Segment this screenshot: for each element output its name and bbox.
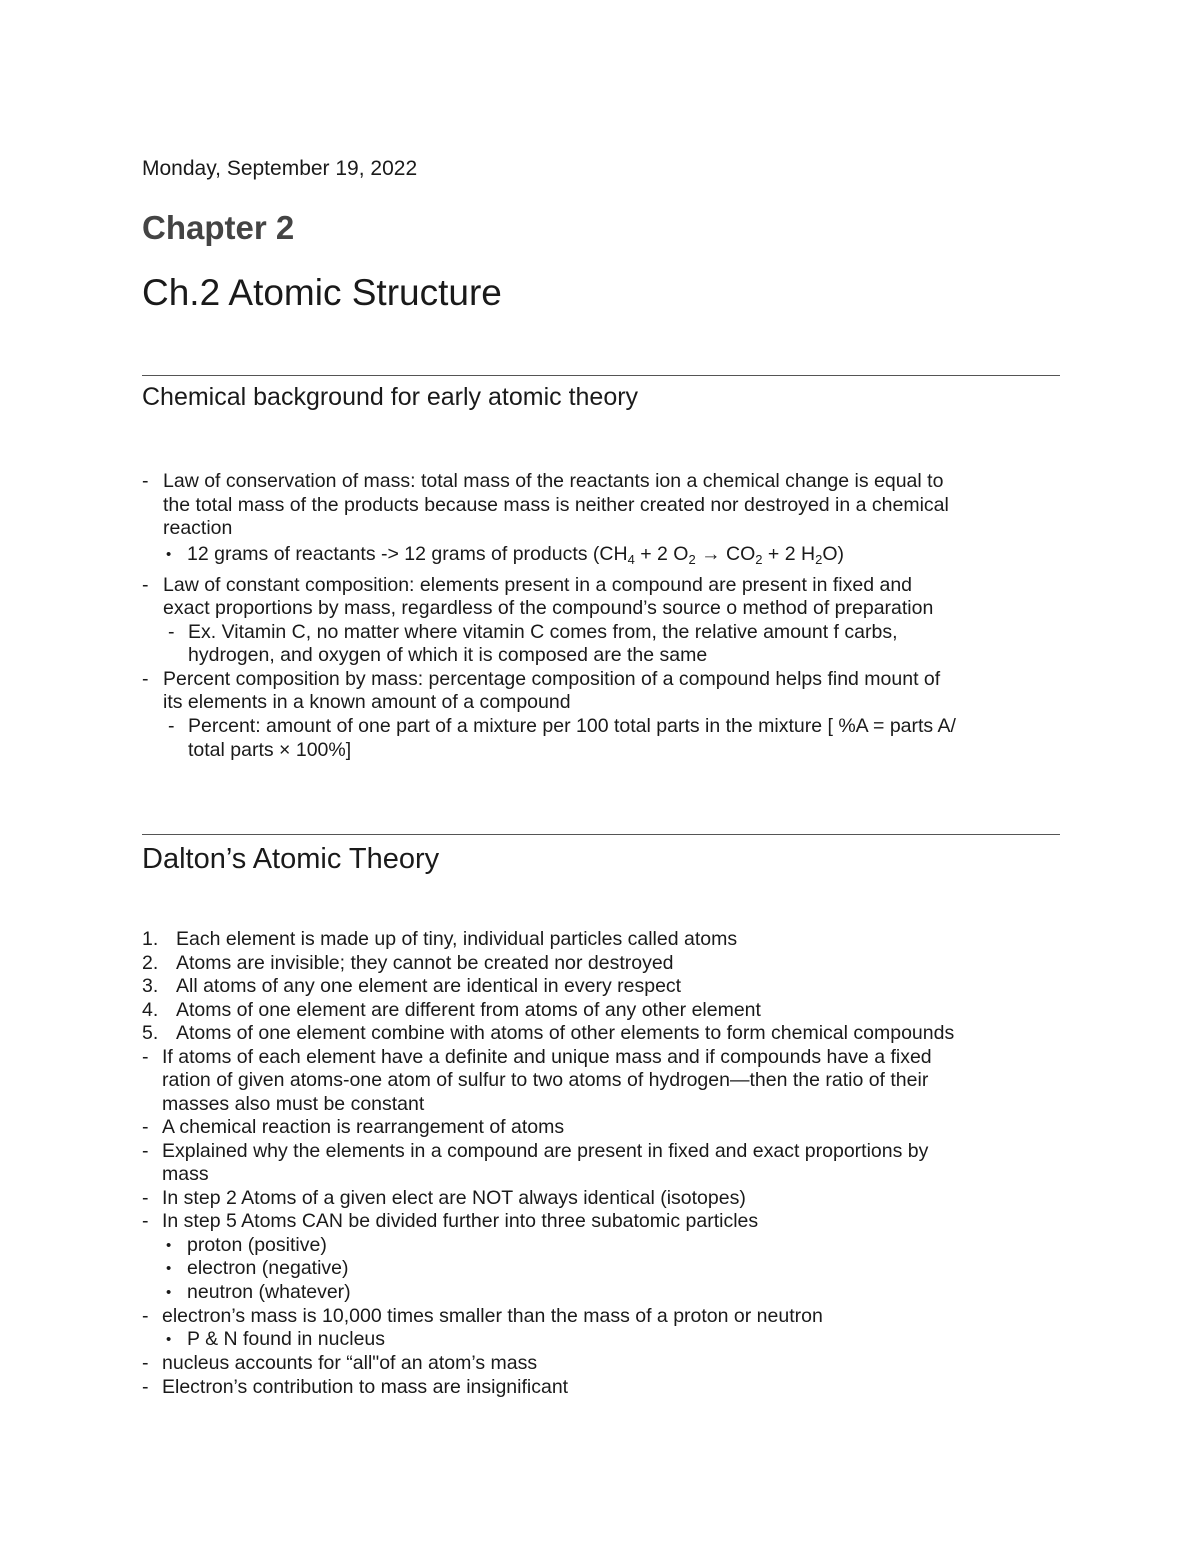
particle-neutron: neutron (whatever) xyxy=(187,1281,351,1303)
section-heading-dalton: Dalton’s Atomic Theory xyxy=(142,843,440,875)
step-5-subatomic: In step 5 Atoms CAN be divided further into three subatomic particles xyxy=(162,1210,759,1232)
fixed-ratio-line-3: masses also must be constant xyxy=(162,1093,425,1115)
list-number: 1. xyxy=(142,928,159,950)
dalton-point-5: Atoms of one element combine with atoms of other elements to form chemical compounds xyxy=(176,1022,955,1044)
dash-marker: - xyxy=(142,1305,149,1327)
bullet-marker: • xyxy=(166,546,172,563)
percent-definition-line-1: Percent: amount of one part of a mixture per 100 total parts in the mixture [ %A = parts A/ xyxy=(188,715,956,737)
fixed-ratio-line-1: If atoms of each element have a definite and unique mass and if compounds have a fixed xyxy=(162,1046,932,1068)
equation-text: O) xyxy=(822,543,844,565)
dash-marker: - xyxy=(142,1046,149,1068)
chapter-heading: Chapter 2 xyxy=(142,209,295,246)
vitamin-c-example-line-1: Ex. Vitamin C, no matter where vitamin C comes from, the relative amount f carbs, xyxy=(188,621,898,643)
equation-prefix: 12 grams of reactants -> 12 grams of products (CH xyxy=(187,543,628,565)
particle-electron: electron (negative) xyxy=(187,1257,349,1279)
step-2-isotopes: In step 2 Atoms of a given elect are NOT always identical (isotopes) xyxy=(162,1187,746,1209)
dash-marker: - xyxy=(142,668,149,690)
particle-proton: proton (positive) xyxy=(187,1234,327,1256)
equation-text: + 2 O xyxy=(634,543,689,565)
constant-composition-line-2: exact proportions by mass, regardless of the compound’s source o method of preparation xyxy=(163,597,934,619)
dash-marker: - xyxy=(168,621,175,643)
bullet-marker: • xyxy=(166,1331,172,1348)
dash-marker: - xyxy=(142,1116,149,1138)
dalton-point-2: Atoms are invisible; they cannot be created nor destroyed xyxy=(176,952,674,974)
dalton-point-3: All atoms of any one element are identical in every respect xyxy=(176,975,682,997)
equation-subscript: 4 xyxy=(627,552,635,567)
constant-composition-line-1: Law of constant composition: elements present in a compound are present in fixed and xyxy=(163,574,913,596)
equation-subscript: 2 xyxy=(815,552,823,567)
explained-line-2: mass xyxy=(162,1163,209,1185)
conservation-law-line-1: Law of conservation of mass: total mass of the reactants ion a chemical change is equal to xyxy=(163,470,944,492)
mass-equation xyxy=(187,543,844,567)
nucleus-mass-note: nucleus accounts for “all"of an atom’s mass xyxy=(162,1352,538,1374)
dash-marker: - xyxy=(142,470,149,492)
dalton-point-1: Each element is made up of tiny, individual particles called atoms xyxy=(176,928,738,950)
bullet-marker: • xyxy=(166,1284,172,1301)
explained-line-1: Explained why the elements in a compound are present in fixed and exact proportions by xyxy=(162,1140,929,1162)
section-divider xyxy=(142,834,1060,835)
dash-marker: - xyxy=(168,715,175,737)
page-title: Ch.2 Atomic Structure xyxy=(142,272,502,313)
list-number: 2. xyxy=(142,952,159,974)
percent-composition-line-2: its elements in a known amount of a compound xyxy=(163,691,571,713)
date: Monday, September 19, 2022 xyxy=(142,157,418,180)
vitamin-c-example-line-2: hydrogen, and oxygen of which it is composed are the same xyxy=(188,644,708,666)
conservation-law-line-2: the total mass of the products because mass is neither created nor destroyed in a chemical xyxy=(163,494,949,516)
pn-nucleus-note: P & N found in nucleus xyxy=(187,1328,386,1350)
fixed-ratio-line-2: ration of given atoms-one atom of sulfur to two atoms of hydrogen—then the ratio of their xyxy=(162,1069,929,1091)
dash-marker: - xyxy=(142,1376,149,1398)
percent-definition-line-2: total parts × 100%] xyxy=(188,739,352,761)
equation-text: → CO xyxy=(695,543,756,565)
dalton-point-4: Atoms of one element are different from atoms of any other element xyxy=(176,999,761,1021)
section-divider xyxy=(142,375,1060,376)
electron-contribution-note: Electron’s contribution to mass are insignificant xyxy=(162,1376,569,1398)
chemical-reaction-note: A chemical reaction is rearrangement of atoms xyxy=(162,1116,565,1138)
bullet-marker: • xyxy=(166,1237,172,1254)
section-heading-early-atomic-theory: Chemical background for early atomic theory xyxy=(142,383,639,411)
list-number: 4. xyxy=(142,999,159,1021)
dash-marker: - xyxy=(142,1352,149,1374)
list-number: 5. xyxy=(142,1022,159,1044)
electron-mass-note: electron’s mass is 10,000 times smaller than the mass of a proton or neutron xyxy=(162,1305,823,1327)
equation-subscript: 2 xyxy=(755,552,763,567)
bullet-marker: • xyxy=(166,1260,172,1277)
dash-marker: - xyxy=(142,1140,149,1162)
equation-text: + 2 H xyxy=(762,543,816,565)
dash-marker: - xyxy=(142,574,149,596)
equation-subscript: 2 xyxy=(688,552,696,567)
dash-marker: - xyxy=(142,1187,149,1209)
conservation-law-line-3: reaction xyxy=(163,517,233,539)
list-number: 3. xyxy=(142,975,159,997)
dash-marker: - xyxy=(142,1210,149,1232)
percent-composition-line-1: Percent composition by mass: percentage composition of a compound helps find mount of xyxy=(163,668,941,690)
